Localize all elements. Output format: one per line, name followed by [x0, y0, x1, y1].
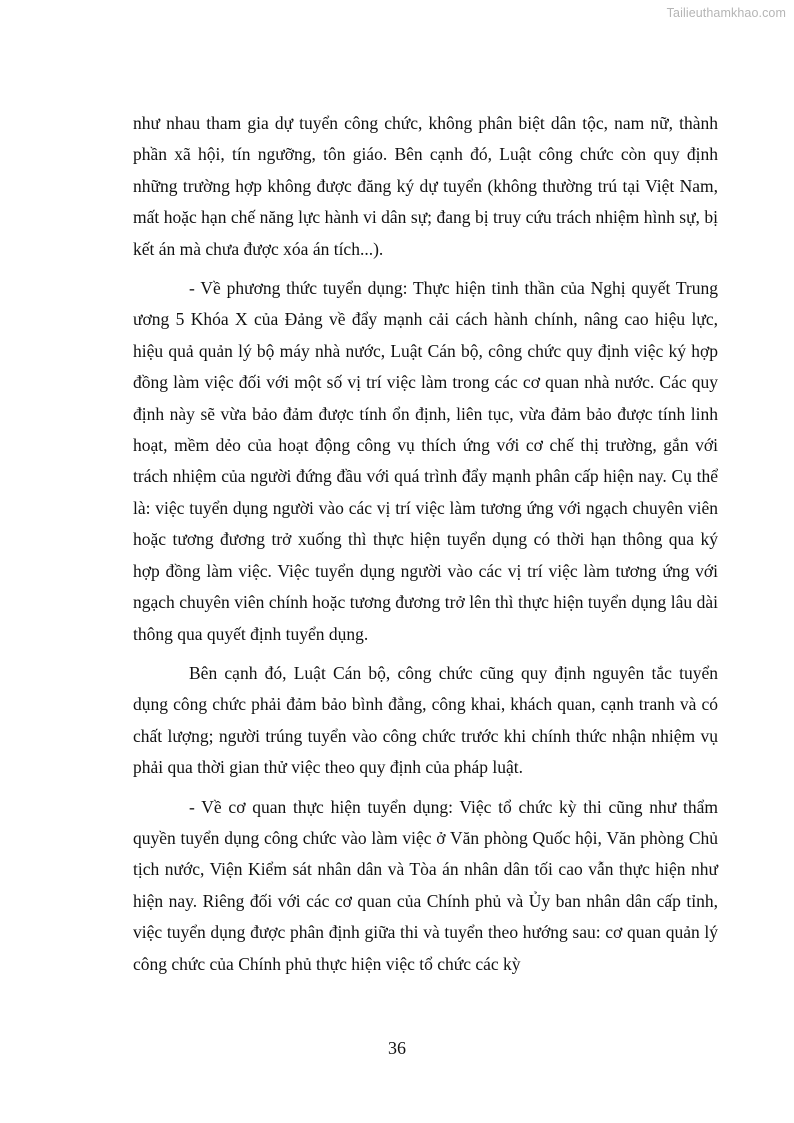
paragraph-recruitment-method: - Về phương thức tuyển dụng: Thực hiện tinh thần của Nghị quyết Trung ương 5 Khóa X của Đảng về đẩy mạnh cải cách hành chính, nâng cao hiệu lực, hiệu quả quản lý bộ máy nhà nước, Luật Cán bộ, công chức quy định việc ký hợp đồng làm việc đối với một số vị trí việc làm trong các cơ quan nhà nước. Các quy định này sẽ vừa bảo đảm được tính ổn định, liên tục, vừa đảm bảo được tính linh hoạt, mềm dẻo của hoạt động công vụ thích ứng với cơ chế thị trường, gắn với trách nhiệm của người đứng đầu với quá trình đẩy mạnh phân cấp hiện nay. Cụ thể là: việc tuyển dụng người vào các vị trí việc làm tương ứng với ngạch chuyên viên hoặc tương đương trở xuống thì thực hiện tuyển dụng có thời hạn thông qua ký hợp đồng làm việc. Việc tuyển dụng người vào các vị trí việc làm tương ứng với ngạch chuyên viên chính hoặc tương đương trở lên thì thực hiện tuyển dụng lâu dài thông qua quyết định tuyển dụng. — [133, 278, 718, 644]
paragraph-recruitment-principles: Bên cạnh đó, Luật Cán bộ, công chức cũng quy định nguyên tắc tuyển dụng công chức phải đảm bảo bình đẳng, công khai, khách quan, cạnh tranh và có chất lượng; người trúng tuyển vào công chức trước khi chính thức nhận nhiệm vụ phải qua thời gian thử việc theo quy định của pháp luật. — [133, 662, 718, 778]
paragraph-recruiting-agency: - Về cơ quan thực hiện tuyển dụng: Việc tổ chức kỳ thi cũng như thẩm quyền tuyển dụng công chức vào làm việc ở Văn phòng Quốc hội, Văn phòng Chủ tịch nước, Viện Kiểm sát nhân dân và Tòa án nhân dân tối cao vẫn thực hiện như hiện nay. Riêng đối với các cơ quan của Chính phủ và Ủy ban nhân dân cấp tỉnh, việc tuyển dụng được phân định giữa thi và tuyển theo hướng sau: cơ quan quản lý công chức của Chính phủ thực hiện việc tổ chức các kỳ — [133, 796, 718, 974]
watermark-text: Tailieuthamkhao.com — [666, 6, 786, 20]
paragraph-continuation: như nhau tham gia dự tuyển công chức, không phân biệt dân tộc, nam nữ, thành phần xã hội, tín ngưỡng, tôn giáo. Bên cạnh đó, Luật công chức còn quy định những trường hợp không được đăng ký dự tuyển (không thường trú tại Việt Nam, mất hoặc hạn chế năng lực hành vi dân sự; đang bị truy cứu trách nhiệm hình sự, bị kết án mà chưa được xóa án tích...). — [133, 113, 718, 259]
page-number: 36 — [388, 1038, 406, 1058]
document-body — [133, 108, 718, 988]
